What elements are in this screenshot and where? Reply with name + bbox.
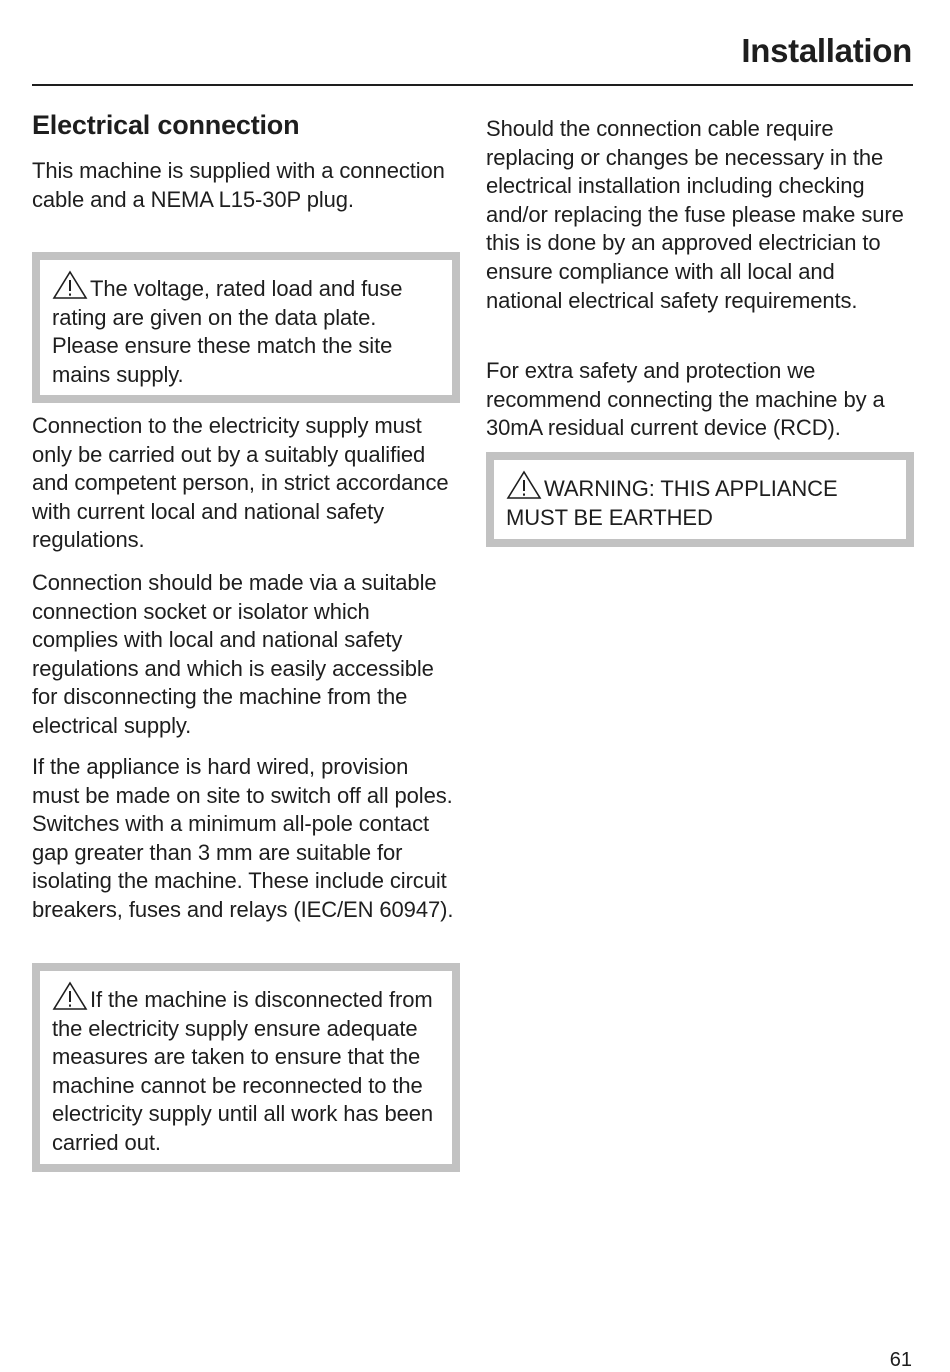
page-number: 61 xyxy=(889,1349,912,1371)
header-divider xyxy=(32,84,913,86)
disconnect-warning-box xyxy=(32,963,460,1172)
connection-socket-paragraph: Connection should be made via a suitable connection socket or isolator which complies with local and national safety regulations and which is easily accessible for disconnecting the machine from the electrical supply. xyxy=(32,570,437,738)
hard-wired-paragraph: If the appliance is hard wired, provision must be made on site to switch off all poles. Switches with a minimum all-pole contact gap greater than 3 mm are suitable for isolating the machine. These include circuit breakers, fuses and relays (IEC/EN 60947). xyxy=(32,754,454,922)
intro-paragraph: This machine is supplied with a connection cable and a NEMA L15-30P plug. xyxy=(32,158,445,212)
page-header-title: Installation xyxy=(741,32,912,69)
voltage-warning-box xyxy=(32,252,460,403)
warning-triangle-icon xyxy=(52,981,88,1011)
warning-triangle-icon xyxy=(506,470,542,500)
earthing-warning-box xyxy=(486,452,914,547)
earthing-warning-text: WARNING: THIS APPLIANCE MUST BE EARTHED xyxy=(506,476,838,530)
disconnect-warning-text: If the machine is disconnected from the electricity supply ensure adequate measures are taken to ensure that the machine cannot be reconnected to the electricity supply until all work has been carried out. xyxy=(52,987,433,1155)
rcd-paragraph: For extra safety and protection we recommend connecting the machine by a 30mA residual current device (RCD). xyxy=(486,358,885,441)
qualified-person-paragraph: Connection to the electricity supply must only be carried out by a suitably qualified and competent person, in strict accordance with current local and national safety regulations. xyxy=(32,413,449,553)
cable-replacement-paragraph: Should the connection cable require replacing or changes be necessary in the electrical installation including checking and/or replacing the fuse please make sure this is done by an approved electrician to ensure compliance with all local and national electrical safety requirements. xyxy=(486,116,904,313)
section-heading: Electrical connection xyxy=(32,110,300,140)
warning-triangle-icon xyxy=(52,270,88,300)
voltage-warning-text: The voltage, rated load and fuse rating are given on the data plate. Please ensure these match the site mains supply. xyxy=(52,276,403,387)
